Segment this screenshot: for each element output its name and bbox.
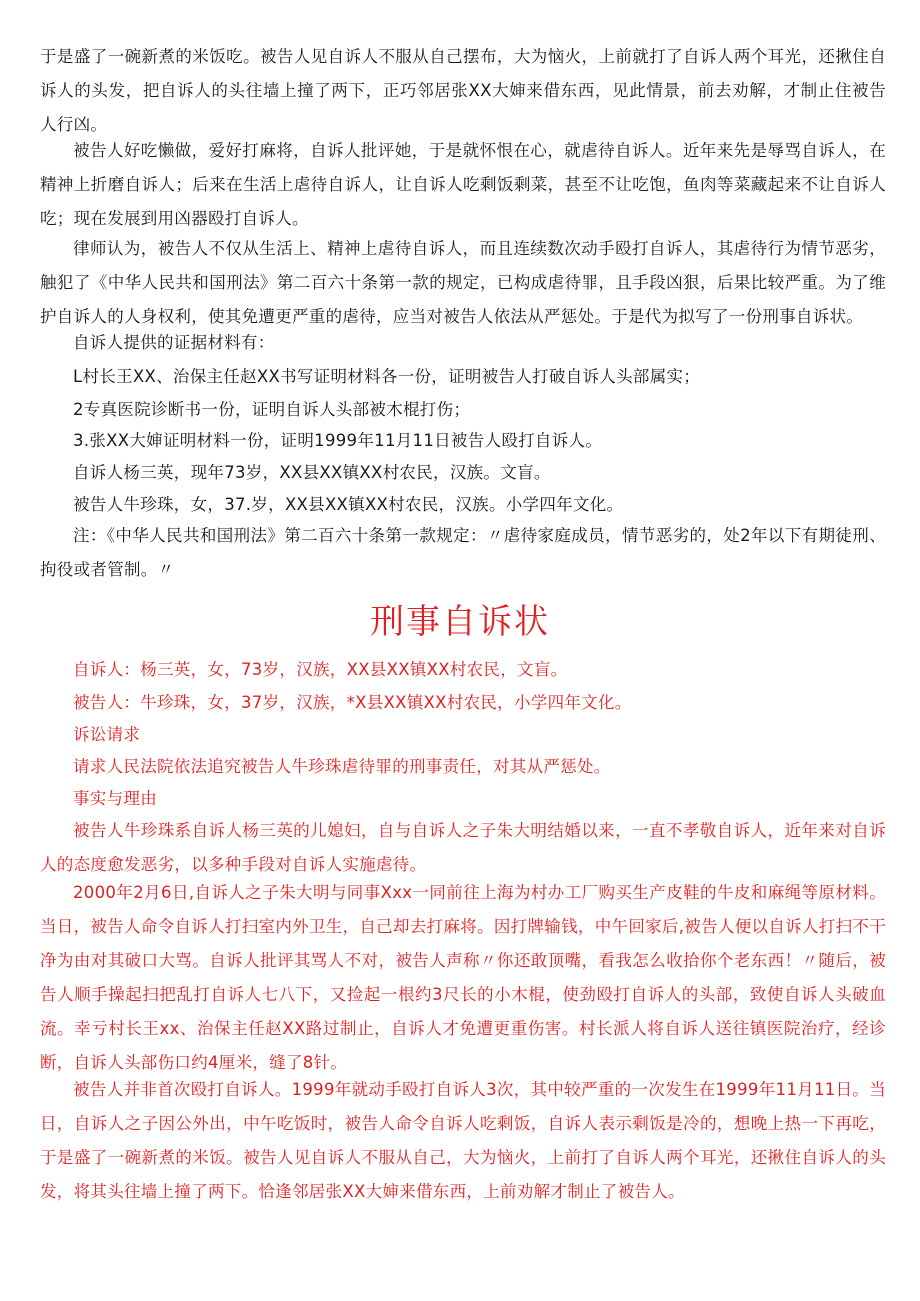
evidence-item-2: 2专真医院诊断书一份，证明自诉人头部被木棍打伤；	[73, 400, 471, 419]
plaintiff-info: 自诉人杨三英，现年73岁，XX县XX镇XX村农民，汉族。文盲。	[73, 463, 551, 482]
claims-heading: 诉讼请求	[73, 725, 141, 744]
defendant-info: 被告人牛珍珠，女，37.岁，XX县XX镇XX村农民，汉族。小学四年文化。	[73, 495, 624, 514]
evidence-intro: 自诉人提供的证据材料有：	[73, 333, 275, 352]
law-note: 注：《中华人民共和国刑法》第二百六十条第一款规定：〃虐待家庭成员，情节恶劣的，处2年以下有期徒刑、拘役或者管制。〃	[40, 526, 886, 579]
paragraph-continuation: 于是盛了一碗新煮的米饭吃。被告人见自诉人不服从自己摆布，大为恼火，上前就打了自诉人两个耳光，还揪住自诉人的头发，把自诉人的头往墙上撞了两下，正巧邻居张XX大婶来借东西，见此情景，前去劝解，才制止住被告人行凶。	[40, 47, 886, 134]
facts-paragraph-3: 被告人并非首次殴打自诉人。1999年就动手殴打自诉人3次，其中较严重的一次发生在1999年11月11日。当日，自诉人之子因公外出，中午吃饭时，被告人命令自诉人吃剩饭，自诉人表示剩饭是冷的，想晚上热一下再吃，于是盛了一碗新煮的米饭。被告人见自诉人不服从自己，大为恼火，上前打了自诉人两个耳光，还揪住自诉人的头发，将其头往墙上撞了两下。恰逢邻居张XX大婶来借东西，上前劝解才制止了被告人。	[40, 1080, 886, 1201]
claims-text: 请求人民法院依法追究被告人牛珍珠虐待罪的刑事责任，对其从严惩处。	[73, 757, 611, 776]
complaint-plaintiff: 自诉人：杨三英，女，73岁，汉族，XX县XX镇XX村农民，文盲。	[73, 660, 568, 679]
evidence-item-1: L村长王XX、治保主任赵XX书写证明材料各一份，证明被告人打破自诉人头部属实；	[73, 367, 701, 386]
facts-heading: 事实与理由	[73, 789, 157, 808]
complaint-title: 刑事自诉状	[370, 602, 550, 642]
complaint-defendant: 被告人：牛珍珠，女，37岁，汉族，*X县XX镇XX村农民，小学四年文化。	[73, 693, 632, 712]
facts-paragraph-1: 被告人牛珍珠系自诉人杨三英的儿媳妇，自与自诉人之子朱大明结婚以来，一直不孝敬自诉人，近年来对自诉人的态度愈发恶劣，以多种手段对自诉人实施虐待。	[40, 821, 886, 874]
paragraph-lawyer-opinion: 律师认为，被告人不仅从生活上、精神上虐待自诉人，而且连续数次动手殴打自诉人，其虐待行为情节恶劣，触犯了《中华人民共和国刑法》第二百六十条第一款的规定，已构成虐待罪，且手段凶狠，后果比较严重。为了维护自诉人的人身权利，使其免遭更严重的虐待，应当对被告人依法从严惩处。于是代为拟写了一份刑事自诉状。	[40, 239, 886, 326]
evidence-item-3: 3.张XX大婶证明材料一份，证明1999年11月11日被告人殴打自诉人。	[73, 431, 603, 450]
facts-paragraph-2: 2000年2月6日,自诉人之子朱大明与同事Xxx一同前往上海为村办工厂购买生产皮鞋的牛皮和麻绳等原材料。当日，被告人命令自诉人打扫室内外卫生，自己却去打麻将。因打牌输钱，中午回家后,被告人便以自诉人打扫不干净为由对其破口大骂。自诉人批评其骂人不对，被告人声称〃你还敢顶嘴，看我怎么收拾你个老东西！〃随后，被告人顺手操起扫把乱打自诉人七八下，又捡起一根约3尺长的小木棍，使劲殴打自诉人的头部，致使自诉人头破血流。幸亏村长王xx、治保主任赵XX路过制止，自诉人才免遭更重伤害。村长派人将自诉人送往镇医院治疗，经诊断，自诉人头部伤口约4厘米，缝了8针。	[40, 883, 886, 1072]
paragraph-defendant-behavior: 被告人好吃懒做，爱好打麻将，自诉人批评她，于是就怀恨在心，就虐待自诉人。近年来先是辱骂自诉人，在精神上折磨自诉人；后来在生活上虐待自诉人，让自诉人吃剩饭剩菜，甚至不让吃饱，鱼肉等菜藏起来不让自诉人吃；现在发展到用凶器殴打自诉人。	[40, 141, 886, 228]
